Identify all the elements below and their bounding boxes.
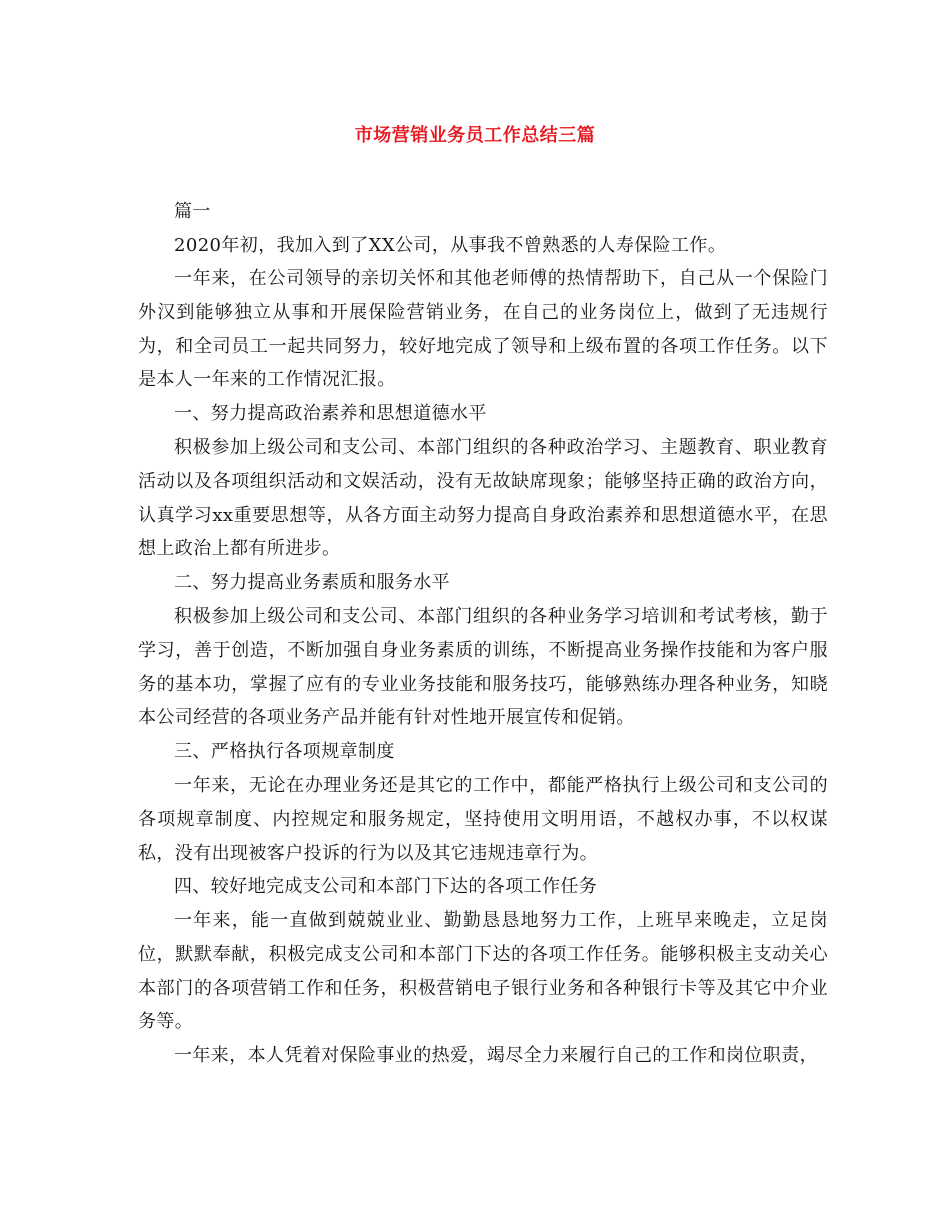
heading-tasks: 四、较好地完成支公司和本部门下达的各项工作任务 bbox=[174, 876, 598, 897]
paragraph-overview: 一年来，在公司领导的亲切关怀和其他老师傅的热情帮助下，自己从一个保险门外汉到能够独立从事和开展保险营销业务，在自己的业务岗位上，做到了无违规行为，和全司员工一起共同努力，较好地完成了领导和上级布置的各项工作任务。以下是本人一年来的工作情况汇报。 bbox=[138, 268, 828, 391]
paragraph-rules: 一年来，无论在办理业务还是其它的工作中，都能严格执行上级公司和支公司的各项规章制度、内控规定和服务规定，坚持使用文明用语，不越权办事，不以权谋私，没有出现被客户投诉的行为以及其它违规违章行为。 bbox=[138, 775, 828, 864]
paragraph-tasks: 一年来，能一直做到兢兢业业、勤勤恳恳地努力工作，上班早来晚走，立足岗位，默默奉献，积极完成支公司和本部门下达的各项工作任务。能够积极主支动关心本部门的各项营销工作和任务，积极营销电子银行业务和各种银行卡等及其它中介业务等。 bbox=[138, 910, 828, 1033]
heading-business: 二、努力提高业务素质和服务水平 bbox=[174, 572, 450, 593]
paragraph-intro: 2020年初，我加入到了XX公司，从事我不曾熟悉的人寿保险工作。 bbox=[174, 235, 727, 256]
heading-political: 一、努力提高政治素养和思想道德水平 bbox=[174, 403, 487, 424]
document-title: 市场营销业务员工作总结三篇 bbox=[354, 125, 596, 146]
paragraph-section-label: 篇一 bbox=[174, 201, 211, 222]
paragraph-political: 积极参加上级公司和支公司、本部门组织的各种政治学习、主题教育、职业教育活动以及各项组织活动和文娱活动，没有无故缺席现象；能够坚持正确的政治方向，认真学习xx重要思想等，从各方面主动努力提高自身政治素养和思想道德水平，在思想上政治上都有所进步。 bbox=[138, 437, 828, 560]
paragraph-closing: 一年来，本人凭着对保险事业的热爱，竭尽全力来履行自己的工作和岗位职责， bbox=[174, 1045, 818, 1066]
paragraph-business: 积极参加上级公司和支公司、本部门组织的各种业务学习培训和考试考核，勤于学习，善于创造，不断加强自身业务素质的训练，不断提高业务操作技能和为客户服务的基本功，掌握了应有的专业业务技能和服务技巧，能够熟练办理各种业务，知晓本公司经营的各项业务产品并能有针对性地开展宣传和促销。 bbox=[138, 606, 828, 729]
heading-rules: 三、严格执行各项规章制度 bbox=[174, 741, 395, 762]
